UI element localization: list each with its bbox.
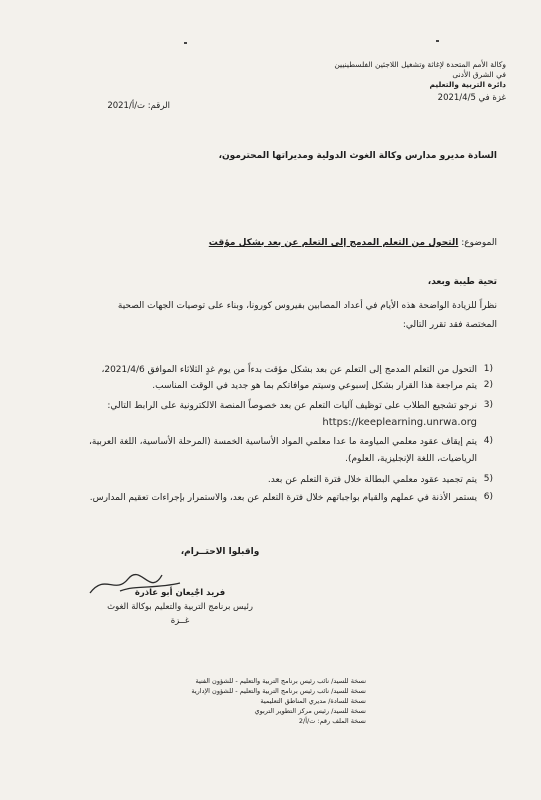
item-number: 2) bbox=[483, 380, 493, 390]
subject-line bbox=[37, 237, 497, 250]
decision-item: يتم إيقاف عقود معلمي المياومة ما عدا معلمي المواد الأساسية الخمسة (المرحلة الأساسية، اللغة العربية، bbox=[88, 437, 477, 447]
greeting: تحية طيبة وبعد، bbox=[427, 277, 497, 287]
cc-item: نسخة للسيد/ نائب رئيس برنامج التربية والتعليم - للشؤون الفنية bbox=[195, 677, 366, 685]
scan-mark bbox=[436, 40, 439, 42]
item-number: 4) bbox=[483, 436, 493, 446]
cc-list bbox=[106, 676, 366, 726]
signer-name: فريد اجْيعان أبو عاذرة bbox=[134, 588, 226, 598]
decision-item-continued: الرياضيات، اللغة الإنجليزية، العلوم). bbox=[345, 454, 477, 464]
agency-line: في الشرق الأدنى bbox=[452, 70, 506, 79]
intro-line: نظراً للزيادة الواضحة هذه الأيام في أعداد المصابين بفيروس كورونا، وبناء على توصيات الجهات الصحية bbox=[117, 301, 497, 311]
cc-item: نسخة الملف رقم: ت/أ/2 bbox=[298, 717, 366, 725]
addressee: السادة مديرو مدارس وكالة الغوث الدولية ومديراتها المحترمون، bbox=[218, 151, 497, 161]
cc-item: نسخة للسيد/ رئيس مركز التطوير التربوي bbox=[254, 707, 366, 715]
intro-paragraph bbox=[27, 300, 497, 332]
item-number: 6) bbox=[483, 492, 493, 502]
subject-text: التحول من التعلم المدمج إلى التعلم عن بعد بشكل مؤقت bbox=[208, 238, 459, 248]
agency-line: وكالة الأمم المتحدة لإغاثة وتشغيل اللاجئين الفلسطينيين bbox=[334, 60, 506, 69]
intro-line: المختصة فقد تقرر التالي: bbox=[402, 320, 497, 330]
decision-item: يتم تجميد عقود معلمي البطالة خلال فترة التعلم عن بعد. bbox=[267, 475, 477, 485]
decision-item: يستمر الأذنة في عملهم والقيام بواجباتهم خلال فترة التعلم عن بعد، والاستمرار بإجراءات تعقيم المدارس. bbox=[89, 493, 477, 503]
decision-item: التحول من التعلم المدمج إلى التعلم عن بعد بشكل مؤقت بدءاً من يوم غدٍ الثلاثاء الموافق 2021/4/6، bbox=[101, 365, 477, 375]
cc-item: نسخة للسادة/ مديري المناطق التعليمية bbox=[260, 697, 366, 705]
agency-header bbox=[206, 60, 506, 103]
platform-link[interactable]: https://keeplearning.unrwa.org bbox=[322, 417, 477, 428]
signer-place: غــزة bbox=[170, 616, 190, 626]
department-line: دائرة التربية والتعليم bbox=[429, 80, 506, 89]
signer-title: رئيس برنامج التربية والتعليم بوكالة الغوث bbox=[107, 602, 253, 612]
item-number: 1) bbox=[483, 364, 493, 374]
item-number: 3) bbox=[483, 400, 493, 410]
subject-label: الموضوع: bbox=[461, 238, 497, 248]
decision-item: نرجو تشجيع الطلاب على توظيف آليات التعلم عن بعد خصوصاً المنصة الالكترونية على الرابط التالي: bbox=[107, 401, 477, 411]
handwritten-signature-icon bbox=[80, 565, 190, 605]
decision-item: يتم مراجعة هذا القرار بشكل إسبوعي وسيتم موافاتكم بما هو جديد في الوقت المناسب. bbox=[152, 381, 477, 391]
reference-number: الرقم: ت/أ/2021 bbox=[107, 101, 170, 111]
item-number: 5) bbox=[483, 474, 493, 484]
scan-mark bbox=[184, 42, 187, 44]
place-date: غزة في 2021/4/5 bbox=[437, 93, 506, 103]
cc-item: نسخة للسيد/ نائب رئيس برنامج التربية والتعليم - للشؤون الإدارية bbox=[191, 687, 366, 695]
closing: واقبلوا الاحتــرام، bbox=[180, 547, 260, 557]
